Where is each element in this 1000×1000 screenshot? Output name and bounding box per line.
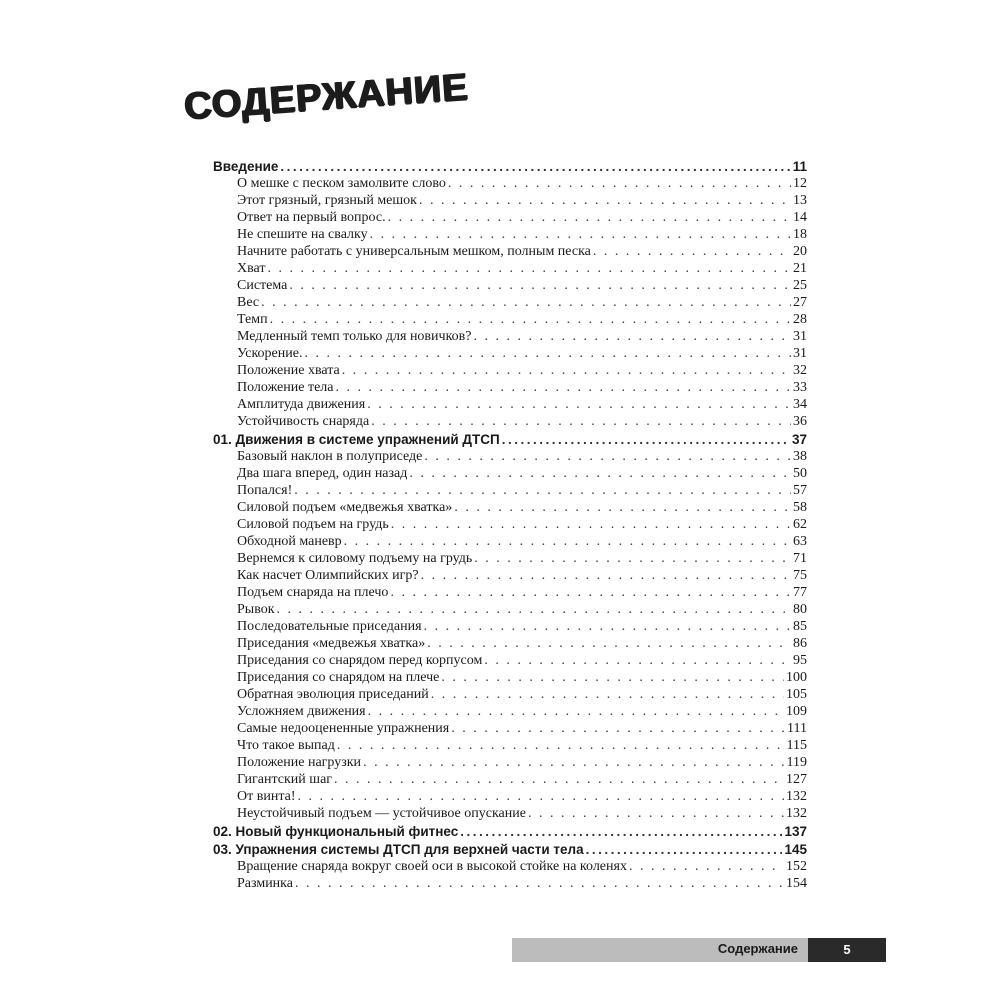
dot-leader xyxy=(277,601,791,618)
dot-leader xyxy=(391,516,791,533)
toc-entry-row xyxy=(213,362,807,379)
toc-entry-title: Ускорение. xyxy=(237,346,303,361)
dot-leader xyxy=(367,396,791,413)
toc-entry-title: Вес xyxy=(237,295,260,310)
page-title: СОДЕРЖАНИЕ xyxy=(183,66,470,129)
toc-page-number: 57 xyxy=(793,483,807,498)
toc-entry-row xyxy=(213,345,807,362)
footer-bar xyxy=(512,938,808,962)
dot-leader xyxy=(336,379,792,396)
footer-page-number: 5 xyxy=(808,938,886,962)
toc-entry-row xyxy=(213,192,807,209)
toc-entry-row xyxy=(213,601,807,618)
toc-page-number: 80 xyxy=(793,602,807,617)
toc-entry-title: Подъем снаряда на плечо xyxy=(237,585,389,600)
toc-entry-title: Неустойчивый подъем — устойчивое опускание xyxy=(237,806,526,821)
toc-entry-title: 02. Новый функциональный фитнес xyxy=(213,824,459,839)
dot-leader xyxy=(448,175,791,192)
toc-entry-title: Последовательные приседания xyxy=(237,619,422,634)
toc-entry-title: Приседания со снарядом перед корпусом xyxy=(237,653,483,668)
toc-page-number: 63 xyxy=(793,534,807,549)
toc-entry-row xyxy=(213,499,807,516)
dot-leader xyxy=(528,805,784,822)
dot-leader xyxy=(270,311,791,328)
dot-leader xyxy=(370,226,791,243)
toc-page-number: 119 xyxy=(786,755,807,770)
toc-entry-title: Положение тела xyxy=(237,380,334,395)
toc-page-number: 18 xyxy=(793,227,807,242)
dot-leader xyxy=(280,158,790,175)
toc-section-row xyxy=(213,841,807,858)
toc-page-number: 14 xyxy=(793,210,807,225)
toc-page-number: 58 xyxy=(793,500,807,515)
toc-entry-row xyxy=(213,465,807,482)
table-of-contents xyxy=(213,158,807,892)
toc-entry-title: Два шага вперед, один назад xyxy=(237,466,408,481)
toc-page-number: 50 xyxy=(793,466,807,481)
toc-entry-row xyxy=(213,669,807,686)
dot-leader xyxy=(454,499,791,516)
toc-entry-row xyxy=(213,226,807,243)
dot-leader xyxy=(431,686,784,703)
dot-leader xyxy=(629,858,784,875)
toc-page-number: 31 xyxy=(793,329,807,344)
toc-entry-row xyxy=(213,686,807,703)
toc-entry-title: Вернемся к силовому подъему на грудь xyxy=(237,551,473,566)
toc-entry-title: 01. Движения в системе упражнений ДТСП xyxy=(213,432,500,447)
toc-entry-row xyxy=(213,175,807,192)
toc-entry-title: Рывок xyxy=(237,602,275,617)
toc-entry-row xyxy=(213,720,807,737)
dot-leader xyxy=(424,448,791,465)
toc-entry-title: Базовый наклон в полуприседе xyxy=(237,449,423,464)
dot-leader xyxy=(342,362,791,379)
dot-leader xyxy=(419,192,791,209)
dot-leader xyxy=(460,823,782,840)
toc-entry-row xyxy=(213,737,807,754)
toc-page-number: 85 xyxy=(793,619,807,634)
toc-page-number: 137 xyxy=(784,824,807,839)
toc-entry-title: Амплитуда движения xyxy=(237,397,366,412)
toc-entry-row xyxy=(213,618,807,635)
toc-entry-row xyxy=(213,754,807,771)
toc-entry-title: Обходной маневр xyxy=(237,534,342,549)
dot-leader xyxy=(427,635,791,652)
toc-entry-row xyxy=(213,567,807,584)
toc-page-number: 127 xyxy=(786,772,807,787)
dot-leader xyxy=(368,703,784,720)
toc-entry-title: Самые недооцененные упражнения xyxy=(237,721,450,736)
dot-leader xyxy=(586,841,783,858)
toc-page-number: 105 xyxy=(786,687,807,702)
toc-page-number: 154 xyxy=(786,876,807,891)
toc-page-number: 115 xyxy=(786,738,807,753)
toc-entry-row xyxy=(213,703,807,720)
toc-entry-row xyxy=(213,858,807,875)
toc-section-row xyxy=(213,158,807,175)
toc-entry-title: Темп xyxy=(237,312,268,327)
toc-entry-title: Положение нагрузки xyxy=(237,755,362,770)
toc-page-number: 95 xyxy=(793,653,807,668)
toc-entry-row xyxy=(213,448,807,465)
toc-page-number: 132 xyxy=(786,789,807,804)
dot-leader xyxy=(474,328,792,345)
toc-entry-title: Силовой подъем «медвежья хватка» xyxy=(237,500,453,515)
toc-page-number: 36 xyxy=(793,414,807,429)
toc-entry-row xyxy=(213,550,807,567)
toc-entry-title: Приседания со снарядом на плече xyxy=(237,670,440,685)
toc-entry-title: Система xyxy=(237,278,288,293)
dot-leader xyxy=(295,875,784,892)
toc-entry-title: 03. Упражнения системы ДТСП для верхней части тела xyxy=(213,842,584,857)
toc-entry-title: Положение хвата xyxy=(237,363,340,378)
toc-page-number: 37 xyxy=(791,432,807,447)
toc-entry-row xyxy=(213,209,807,226)
toc-page-number: 28 xyxy=(793,312,807,327)
toc-entry-title: Хват xyxy=(237,261,266,276)
toc-page-number: 75 xyxy=(793,568,807,583)
toc-page-number: 111 xyxy=(787,721,807,736)
dot-leader xyxy=(390,584,791,601)
toc-page-number: 12 xyxy=(793,176,807,191)
toc-entry-title: Что такое выпад xyxy=(237,738,335,753)
toc-entry-row xyxy=(213,243,807,260)
toc-page-number: 100 xyxy=(786,670,807,685)
toc-entry-row xyxy=(213,875,807,892)
dot-leader xyxy=(371,413,791,430)
toc-page-number: 71 xyxy=(793,551,807,566)
toc-entry-row xyxy=(213,482,807,499)
toc-entry-row xyxy=(213,805,807,822)
toc-page-number: 62 xyxy=(793,517,807,532)
toc-entry-row xyxy=(213,788,807,805)
toc-entry-title: Введение xyxy=(213,159,279,174)
toc-page-number: 21 xyxy=(793,261,807,276)
toc-page-number: 145 xyxy=(784,842,807,857)
toc-entry-title: Приседания «медвежья хватка» xyxy=(237,636,426,651)
dot-leader xyxy=(484,652,791,669)
toc-entry-title: Этот грязный, грязный мешок xyxy=(237,193,417,208)
toc-entry-title: Не спешите на свалку xyxy=(237,227,368,242)
toc-page-number: 27 xyxy=(793,295,807,310)
dot-leader xyxy=(363,754,784,771)
toc-page-number: 152 xyxy=(786,859,807,874)
toc-page-number: 132 xyxy=(786,806,807,821)
toc-entry-title: Как насчет Олимпийских игр? xyxy=(237,568,419,583)
toc-section-row xyxy=(213,431,807,448)
toc-entry-row xyxy=(213,771,807,788)
toc-entry-row xyxy=(213,635,807,652)
toc-entry-title: Вращение снаряда вокруг своей оси в высокой стойке на коленях xyxy=(237,859,627,874)
toc-entry-title: Медленный темп только для новичков? xyxy=(237,329,472,344)
toc-page-number: 77 xyxy=(793,585,807,600)
toc-page-number: 33 xyxy=(793,380,807,395)
dot-leader xyxy=(441,669,784,686)
dot-leader xyxy=(289,277,791,294)
toc-entry-title: Ответ на первый вопрос. xyxy=(237,210,386,225)
toc-page-number: 32 xyxy=(793,363,807,378)
toc-page-number: 38 xyxy=(793,449,807,464)
dot-leader xyxy=(298,788,785,805)
toc-entry-title: Попался! xyxy=(237,483,293,498)
toc-page-number: 20 xyxy=(793,244,807,259)
toc-entry-row xyxy=(213,277,807,294)
toc-entry-title: От винта! xyxy=(237,789,296,804)
toc-entry-row xyxy=(213,294,807,311)
toc-entry-row xyxy=(213,311,807,328)
footer-section-label: Содержание xyxy=(717,941,798,956)
toc-entry-row xyxy=(213,533,807,550)
dot-leader xyxy=(294,482,791,499)
dot-leader xyxy=(474,550,791,567)
toc-entry-title: Обратная эволюция приседаний xyxy=(237,687,429,702)
toc-entry-row xyxy=(213,652,807,669)
toc-entry-row xyxy=(213,328,807,345)
toc-entry-row xyxy=(213,413,807,430)
toc-page-number: 11 xyxy=(792,159,807,174)
toc-entry-row xyxy=(213,379,807,396)
toc-entry-title: Силовой подъем на грудь xyxy=(237,517,389,532)
toc-entry-row xyxy=(213,584,807,601)
dot-leader xyxy=(268,260,791,277)
toc-page-number: 13 xyxy=(793,193,807,208)
toc-entry-title: Устойчивость снаряда xyxy=(237,414,370,429)
toc-page-number: 86 xyxy=(793,636,807,651)
toc-page-number: 25 xyxy=(793,278,807,293)
toc-entry-title: Разминка xyxy=(237,876,293,891)
toc-page-number: 109 xyxy=(786,704,807,719)
toc-entry-row xyxy=(213,260,807,277)
toc-section-row xyxy=(213,823,807,840)
dot-leader xyxy=(337,737,785,754)
toc-page-number: 31 xyxy=(793,346,807,361)
toc-entry-row xyxy=(213,396,807,413)
dot-leader xyxy=(409,465,791,482)
dot-leader xyxy=(424,618,791,635)
toc-entry-title: Усложняем движения xyxy=(237,704,366,719)
dot-leader xyxy=(593,243,791,260)
dot-leader xyxy=(388,209,791,226)
toc-entry-title: Гигантский шаг xyxy=(237,772,333,787)
toc-entry-title: Начните работать с универсальным мешком, полным песка xyxy=(237,244,591,259)
dot-leader xyxy=(261,294,791,311)
dot-leader xyxy=(421,567,791,584)
toc-entry-title: О мешке с песком замолвите слово xyxy=(237,176,446,191)
dot-leader xyxy=(304,345,791,362)
dot-leader xyxy=(344,533,791,550)
dot-leader xyxy=(451,720,785,737)
dot-leader xyxy=(334,771,784,788)
toc-entry-row xyxy=(213,516,807,533)
dot-leader xyxy=(502,431,790,448)
toc-page-number: 34 xyxy=(793,397,807,412)
